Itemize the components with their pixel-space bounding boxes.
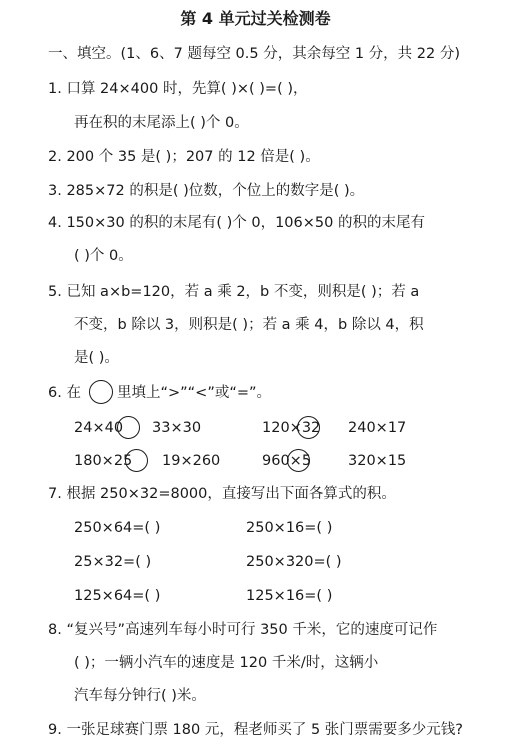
question-8-line-2: ( )；一辆小汽车的速度是 120 千米/时，这辆小 bbox=[74, 655, 379, 671]
question-8-line-1: 8. “复兴号”高速列车每小时可行 350 千米，它的速度可记作 bbox=[48, 622, 438, 638]
question-3: 3. 285×72 的积是( )位数，个位上的数字是( )。 bbox=[48, 183, 365, 199]
q7-item: 125×16=( ) bbox=[246, 588, 333, 604]
section-heading: 一、填空。(1、6、7 题每空 0.5 分，其余每空 1 分，共 22 分) bbox=[48, 46, 460, 62]
q7-item: 25×32=( ) bbox=[74, 554, 152, 570]
q7-item: 250×320=( ) bbox=[246, 554, 342, 570]
question-7-line-1: 7. 根据 250×32=8000，直接写出下面各算式的积。 bbox=[48, 486, 396, 502]
question-5-line-1: 5. 已知 a×b=120，若 a 乘 2，b 不变，则积是( )；若 a bbox=[48, 284, 420, 300]
compare-right: 19×260 bbox=[162, 453, 221, 469]
compare-right: 320×15 bbox=[348, 453, 407, 469]
compare-left: 24×40 bbox=[74, 420, 124, 436]
compare-right: 33×30 bbox=[152, 420, 202, 436]
q7-item: 250×16=( ) bbox=[246, 520, 333, 536]
compare-circle-input[interactable] bbox=[125, 449, 148, 472]
compare-left: 960×5 bbox=[262, 453, 312, 469]
question-8-line-3: 汽车每分钟行( )米。 bbox=[74, 688, 206, 704]
compare-circle-input[interactable] bbox=[117, 416, 140, 439]
comparison-circle-sample bbox=[89, 380, 113, 404]
compare-left: 180×25 bbox=[74, 453, 133, 469]
question-4-line-2: ( )个 0。 bbox=[74, 248, 133, 264]
q7-item: 250×64=( ) bbox=[74, 520, 161, 536]
compare-left: 120×32 bbox=[262, 420, 321, 436]
question-9: 9. 一张足球赛门票 180 元，程老师买了 5 张门票需要多少元钱? bbox=[48, 722, 463, 738]
question-1-line-2: 再在积的末尾添上( )个 0。 bbox=[74, 115, 249, 131]
compare-circle-input[interactable] bbox=[297, 416, 320, 439]
question-2: 2. 200 个 35 是( )；207 的 12 倍是( )。 bbox=[48, 149, 320, 165]
question-6-prefix: 6. 在 bbox=[48, 385, 81, 401]
question-5-line-3: 是( )。 bbox=[74, 350, 119, 366]
question-5-line-2: 不变，b 除以 3，则积是( )；若 a 乘 4，b 除以 4，积 bbox=[74, 317, 424, 333]
question-1-line-1: 1. 口算 24×400 时，先算( )×( )=( )， bbox=[48, 81, 308, 97]
q7-item: 125×64=( ) bbox=[74, 588, 161, 604]
compare-circle-input[interactable] bbox=[287, 449, 310, 472]
question-6-suffix: 里填上“>”“<”或“=”。 bbox=[117, 385, 272, 401]
page-title: 第 4 单元过关检测卷 bbox=[180, 9, 331, 28]
compare-right: 240×17 bbox=[348, 420, 407, 436]
question-4-line-1: 4. 150×30 的积的末尾有( )个 0，106×50 的积的末尾有 bbox=[48, 215, 425, 231]
